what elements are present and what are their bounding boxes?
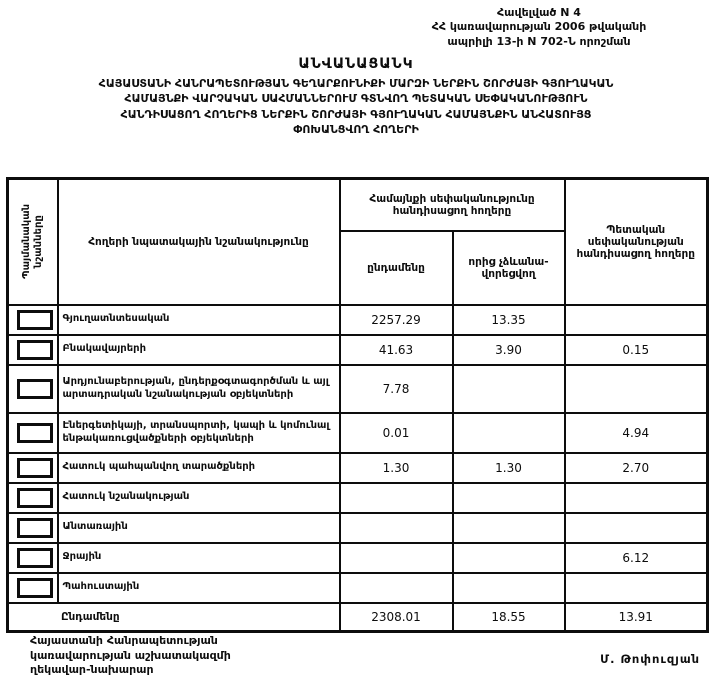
row-label: Հատուկ նշանակության [58,483,340,513]
subtitle-line-3: ՀԱՆԴԻՍԱՑՈՂ ՀՈՂԵՐԻՑ ՆԵՐՔԻՆ ՇՈՐԺԱՅԻ ԳՅՈՒՂԱԿԱՆ ՀԱՄԱՅՆՔԻՆ ԱՆՀԱՏՈՒՅՑ [120,107,592,121]
legend-cell [8,365,58,413]
row-of-which [453,543,565,573]
table-row-water [8,543,708,573]
row-community-total: 41.63 [340,335,453,365]
row-of-which: 3.90 [453,335,565,365]
row-state: 2.70 [565,453,708,483]
row-label: Էներգետիկայի, տրանսպորտի, կապի և կոմունալ ենթակառուցվածքների օբյեկտների [58,413,340,453]
table-row-industrial [8,365,708,413]
legend-box [17,310,53,330]
row-of-which [453,513,565,543]
table-row-special-purpose [8,483,708,513]
legend-cell [8,543,58,573]
header-state-property: Պետական սեփականության հանդիսացող հողերը [565,179,708,305]
legend-cell [8,305,58,335]
signatory-title-line-3: ղեկավար-նախարար [30,663,154,677]
legend-cell [8,453,58,483]
signatory-title-line-2: կառավարության աշխատակազմի [30,648,231,662]
land-transfer-table [6,177,709,633]
totals-label: Ընդամենը [8,603,340,632]
row-state [565,513,708,543]
legend-box [17,578,53,598]
legend-box [17,458,53,478]
row-community-total [340,513,453,543]
row-community-total [340,543,453,573]
row-of-which: 1.30 [453,453,565,483]
legend-box [17,518,53,538]
row-state [565,483,708,513]
signatory-title-line-1: Հայաստանի Հանրապետության [30,634,218,647]
row-community-total: 7.78 [340,365,453,413]
table-row-reserve [8,573,708,603]
legend-box [17,379,53,399]
table-row-settlements [8,335,708,365]
table-row-forest [8,513,708,543]
row-label: Արդյունաբերության, ընդերքօգտագործման և այլ արտադրական նշանակության օբյեկտների [58,365,340,413]
row-of-which [453,573,565,603]
legend-cell [8,483,58,513]
row-label: Հատուկ պահպանվող տարածքների [58,453,340,483]
header-conventional-signs-label: Պայմանական նշանները [20,204,44,280]
row-label: Գյուղատնտեսական [58,305,340,335]
signatory-title [30,634,231,678]
row-state: 0.15 [565,335,708,365]
header-land-purpose: Հողերի նպատակային նշանակությունը [58,179,340,305]
legend-box [17,423,53,443]
annex-line-1: Հավելված N 4 [497,6,581,19]
table-row-totals [8,603,708,632]
row-of-which [453,365,565,413]
row-community-total: 2257.29 [340,305,453,335]
row-community-total [340,483,453,513]
row-label: Բնակավայրերի [58,335,340,365]
row-label: Ջրային [58,543,340,573]
table-row-protected-areas [8,453,708,483]
legend-box [17,548,53,568]
legend-cell [8,513,58,543]
table-row-agricultural [8,305,708,335]
subtitle-line-1: ՀԱՅԱՍՏԱՆԻ ՀԱՆՐԱՊԵՏՈՒԹՅԱՆ ԳԵՂԱՐՔՈՒՆԻՔԻ ՄԱՐԶԻ ՆԵՐՔԻՆ ՇՈՐԺԱՅԻ ԳՅՈՒՂԱԿԱՆ [98,77,614,90]
row-state: 6.12 [565,543,708,573]
header-of-which: որից չձևանա-վորեցվող [453,231,565,305]
row-of-which [453,413,565,453]
row-of-which: 13.35 [453,305,565,335]
annex-line-2: ՀՀ կառավարության 2006 թվականի [431,20,647,34]
subtitle-line-4: ՓՈԽԱՆՑՎՈՂ ՀՈՂԵՐԻ [293,123,419,137]
annex-line-3: ապրիլի 13-ի N 702-Ն որոշման [447,34,631,48]
legend-box [17,340,53,360]
row-state [565,365,708,413]
table-row-energy-transport [8,413,708,453]
header-community-property-group: Համայնքի սեփականությունը հանդիսացող հողերը [340,179,565,231]
totals-of-which: 18.55 [453,603,565,632]
legend-cell [8,413,58,453]
header-total: ընդամենը [340,231,453,305]
legend-cell [8,335,58,365]
header-conventional-signs [8,179,58,305]
row-state [565,305,708,335]
row-state: 4.94 [565,413,708,453]
legend-cell [8,573,58,603]
row-community-total: 1.30 [340,453,453,483]
row-label: Պահուստային [58,573,340,603]
annex-reference [372,6,706,49]
row-community-total [340,573,453,603]
row-community-total: 0.01 [340,413,453,453]
row-label: Անտառային [58,513,340,543]
legend-box [17,488,53,508]
row-state [565,573,708,603]
subtitle-line-2: ՀԱՄԱՅՆՔԻ ՎԱՐՉԱԿԱՆ ՍԱՀՄԱՆՆԵՐՈՒՄ ԳՏՆՎՈՂ ՊԵՏԱԿԱՆ ՍԵՓԱԿԱՆՈՒԹՅՈՒՆ [124,92,588,106]
totals-community-total: 2308.01 [340,603,453,632]
document-subtitle [0,76,712,138]
row-of-which [453,483,565,513]
totals-state: 13.91 [565,603,708,632]
document-title: ԱՆՎԱՆԱՑԱՆԿ [298,56,414,72]
signatory-name: Մ. Թոփուզյան [600,652,700,666]
